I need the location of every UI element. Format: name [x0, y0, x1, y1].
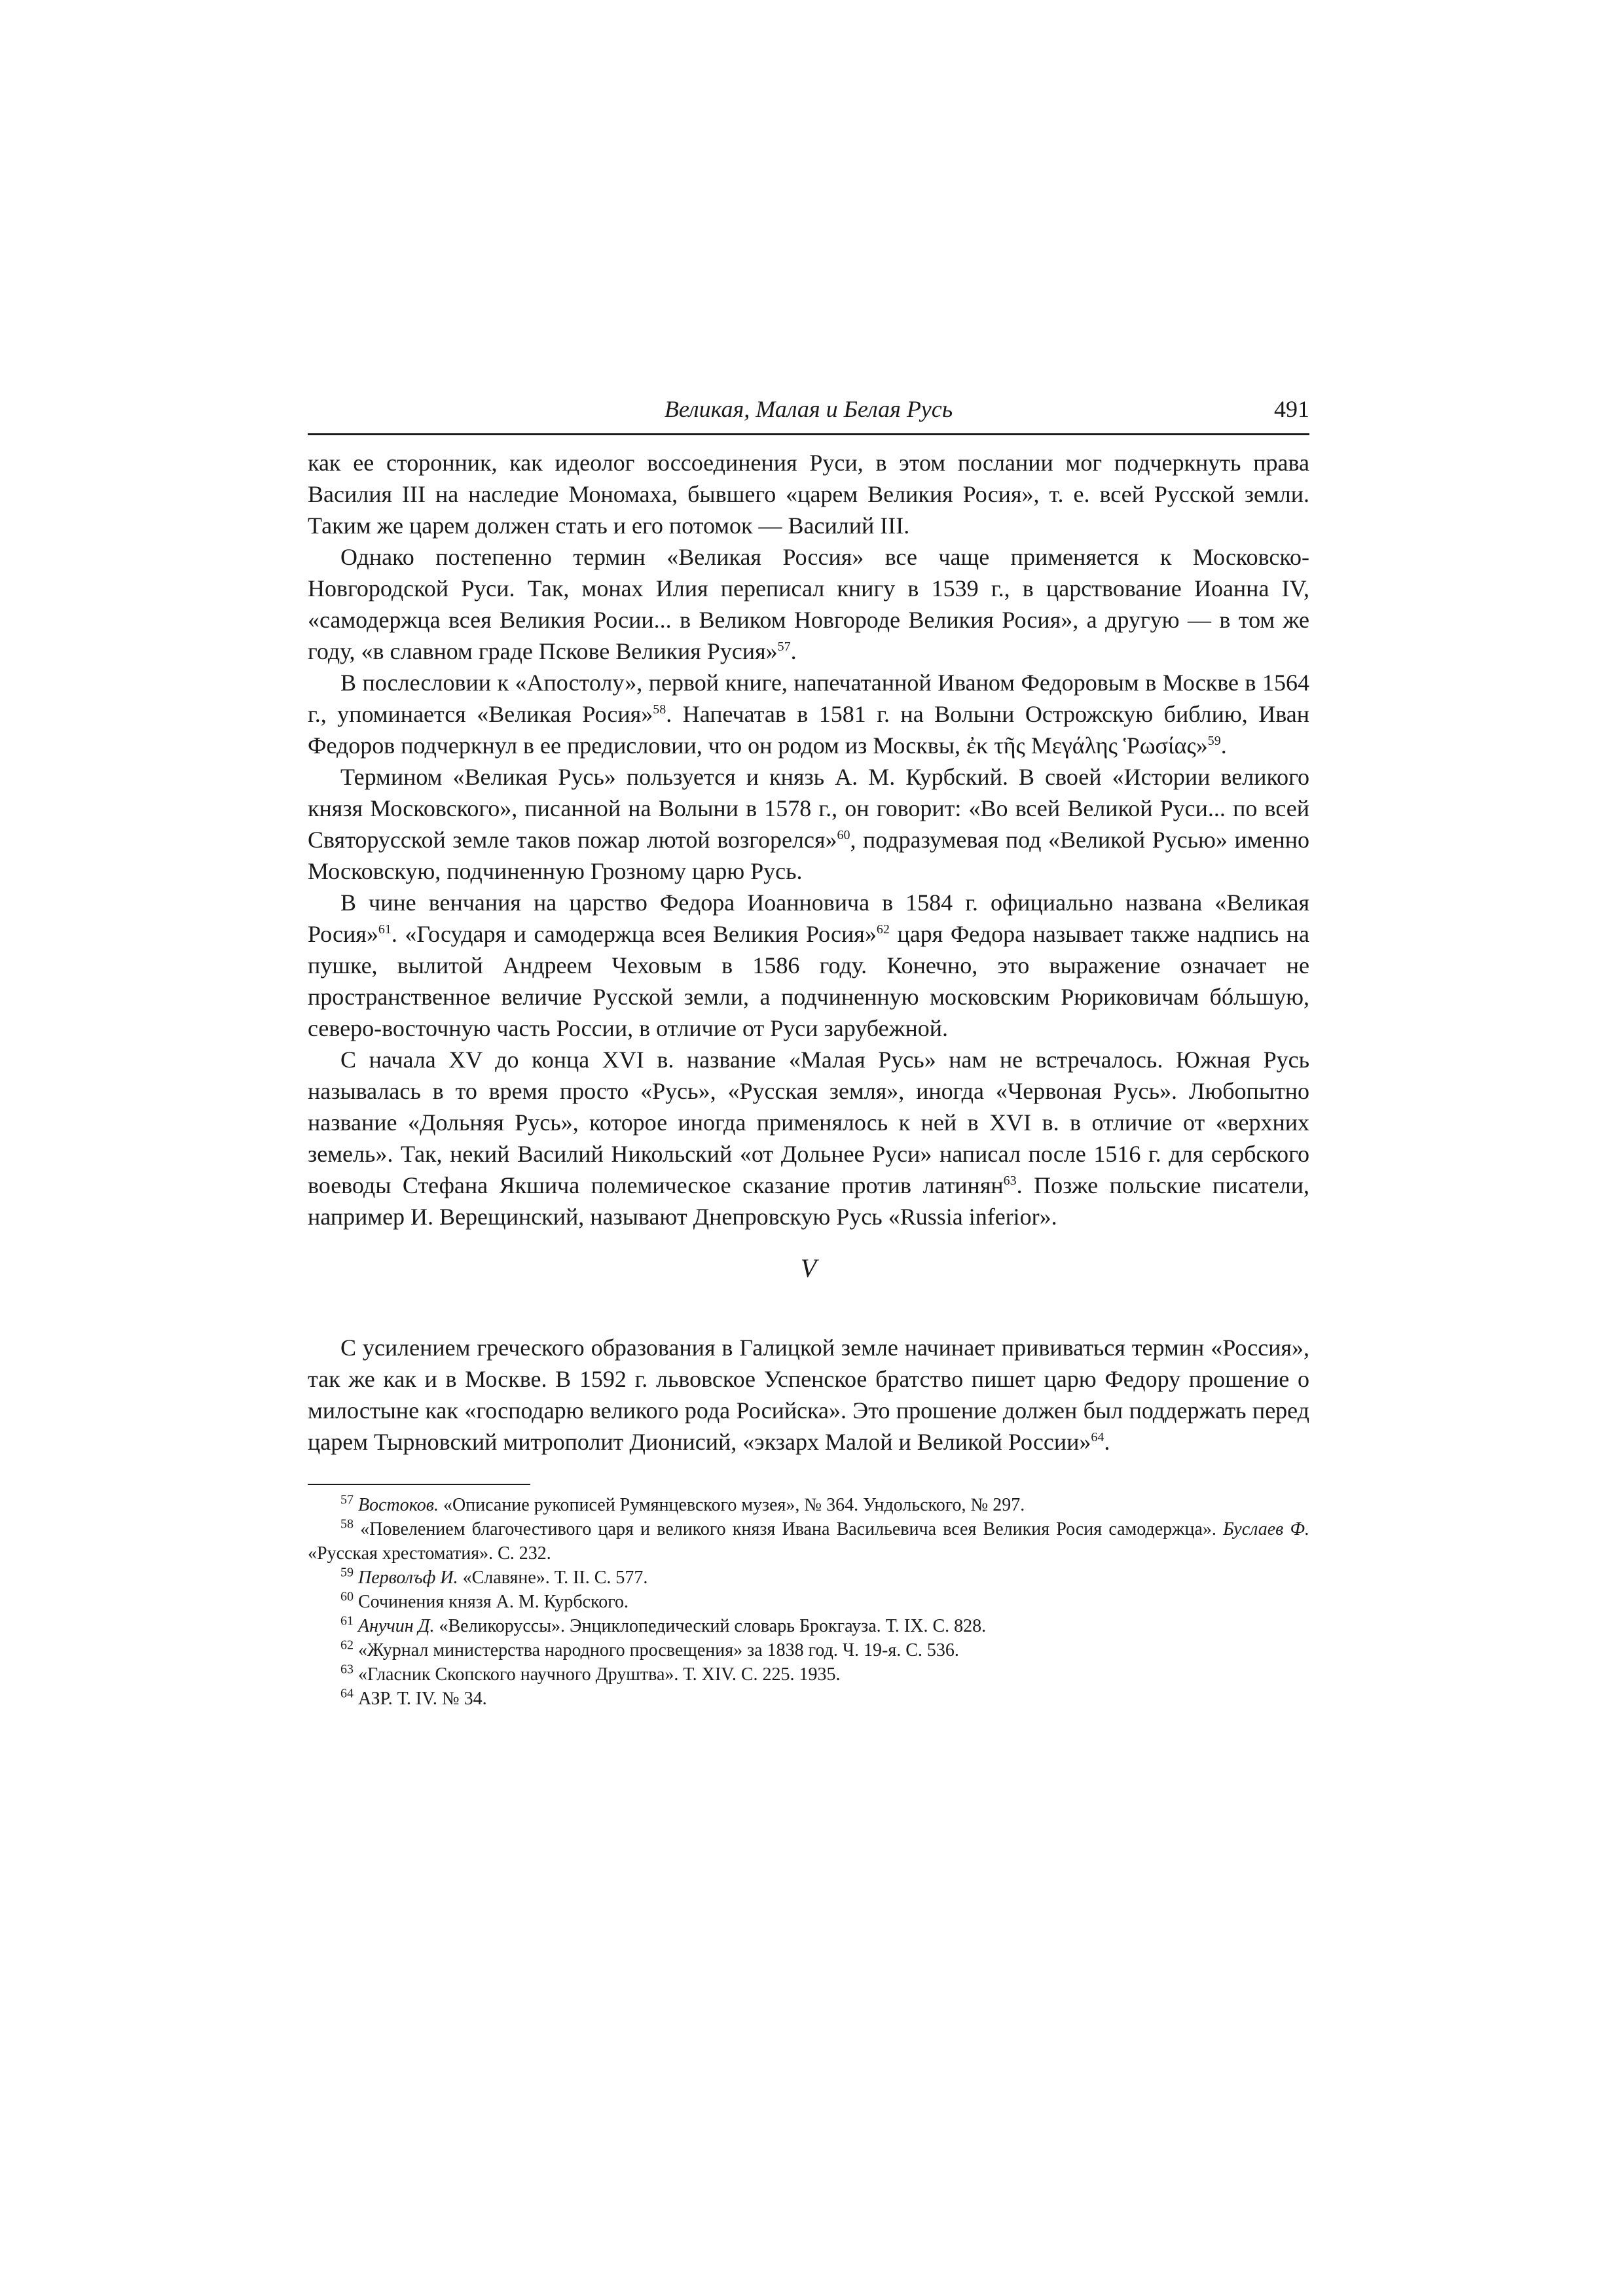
paragraph: С начала XV до конца XVI в. название «Малая Русь» нам не встречалось. Южная Русь называлась в то время просто «Русь», «Русская земля», иногда «Червоная Русь». Любопытно название «Дольняя Русь», которое иногда применялось к ней в XVI в. в отличие от «верхних земель». Так, некий Василий Никольский «от Дольнее Руси» написал после 1516 г. для сербского воеводы Стефана Якшича полемическое сказание против латинян$^{63}$. Позже польские писатели, например И. Верещинский, называют Днепровскую Русь «Russia inferior». — [308, 1047, 1309, 1230]
paragraph: как ее сторонник, как идеолог воссоединения Руси, в этом послании мог подчеркнуть права Василия III на наследие Мономаха, бывшего «царем Великия Росия», т. е. всей Русской земли. Таким же царем должен стать и его потомок — Василий III. — [308, 450, 1309, 539]
footnote-ref[interactable]: 59 — [1207, 734, 1221, 748]
footnote: $^{64}$ АЗР. Т. IV. № 34. — [340, 1686, 487, 1709]
page-number: 491 — [1274, 396, 1309, 422]
footnote-ref[interactable]: 58 — [653, 702, 666, 717]
paragraph: В чине венчания на царство Федора Иоанновича в 1584 г. официально названа «Великая Росия»$^{61}$. «Государя и самодержца всея Великия Росия»$^{62}$ царя Федора называет также надпись на пушке, вылитой Андреем Чеховым в 1586 году. Конечно, это выражение означает не пространственное величие Русской земли, а подчиненную московским Рюриковичам бóльшую, северо-восточную часть России, в отличие от Руси зарубежной. — [308, 889, 1309, 1041]
footnote: $^{61}$ Анучин Д. «Великоруссы». Энциклопедический словарь Брокгауза. Т. IX. С. 828. — [340, 1613, 987, 1636]
footnote-ref[interactable]: 60 — [837, 828, 850, 842]
footnotes — [308, 1493, 1309, 1711]
footnote-ref[interactable]: 62 — [876, 922, 890, 937]
book-page — [308, 393, 1309, 1711]
paragraph: С усилением греческого образования в Галицкой земле начинает прививаться термин «Россия», так же как и в Москве. В 1592 г. львовское Успенское братство пишет царю Федору прошение о милостыне как «господарю великого рода Росийска». Это прошение должен был поддержать перед царем Тырновский митрополит Дионисий, «экзарх Малой и Великой России»$^{64}$. — [308, 1335, 1309, 1455]
paragraph: Термином «Великая Русь» пользуется и князь А. М. Курбский. В своей «Истории великого князя Московского», писанной на Волыни в 1578 г., он говорит: «Во всей Великой Руси... по всей Святорусской земле таков пожар лютой возгорелся»$^{60}$, подразумевая под «Великой Русью» именно Московскую, подчиненную Грозному царю Русь. — [308, 764, 1309, 884]
footnote-ref[interactable]: 63 — [1003, 1174, 1017, 1188]
footnote: $^{58}$ «Повелением благочестивого царя и великого князя Ивана Васильевича всея Великия Росия самодержца». Буслаев Ф. «Русская хрестоматия». С. 232. — [308, 1516, 1310, 1564]
running-title: Великая, Малая и Белая Русь — [664, 396, 953, 422]
section-heading: V — [800, 1253, 817, 1283]
footnote: $^{60}$ Сочинения князя А. М. Курбского. — [340, 1589, 629, 1612]
footnote: $^{62}$ «Журнал министерства народного просвещения» за 1838 год. Ч. 19-я. С. 536. — [340, 1638, 959, 1660]
footnote-ref[interactable]: 57 — [777, 639, 791, 654]
main-text — [308, 447, 1309, 1458]
footnote: $^{57}$ Востоков. «Описание рукописей Румянцевского музея», № 364. Ундольского, № 297. — [340, 1492, 1025, 1515]
paragraph: Однако постепенно термин «Великая Россия» все чаще применяется к Московско-Новгородской Руси. Так, монах Илия переписал книгу в 1539 г., в царствование Иоанна IV, «самодержца всея Великия Росии... в Великом Новгороде Великия Росия», а другую — в том же году, «в славном граде Пскове Великия Русия»$^{57}$. — [308, 544, 1309, 664]
footnote: $^{59}$ Перволъф И. «Славяне». Т. II. С. 577. — [340, 1565, 648, 1588]
page-header — [308, 393, 1309, 435]
footnote-ref[interactable]: 61 — [378, 922, 392, 937]
footnote-divider — [308, 1484, 530, 1485]
footnote: $^{63}$ «Гласник Скопского научного Друштва». Т. XIV. С. 225. 1935. — [340, 1662, 841, 1685]
footnote-ref[interactable]: 64 — [1091, 1430, 1104, 1444]
paragraph: В послесловии к «Апостолу», первой книге, напечатанной Иваном Федоровым в Москве в 1564 г., упоминается «Великая Росия»$^{58}$. Напечатав в 1581 г. на Волыни Острожскую библию, Иван Федоров подчеркнул в ее предисловии, что он родом из Москвы, ἐκ τῆς Μεγάλης Ῥωσίας»$^{59}$. — [308, 670, 1309, 759]
